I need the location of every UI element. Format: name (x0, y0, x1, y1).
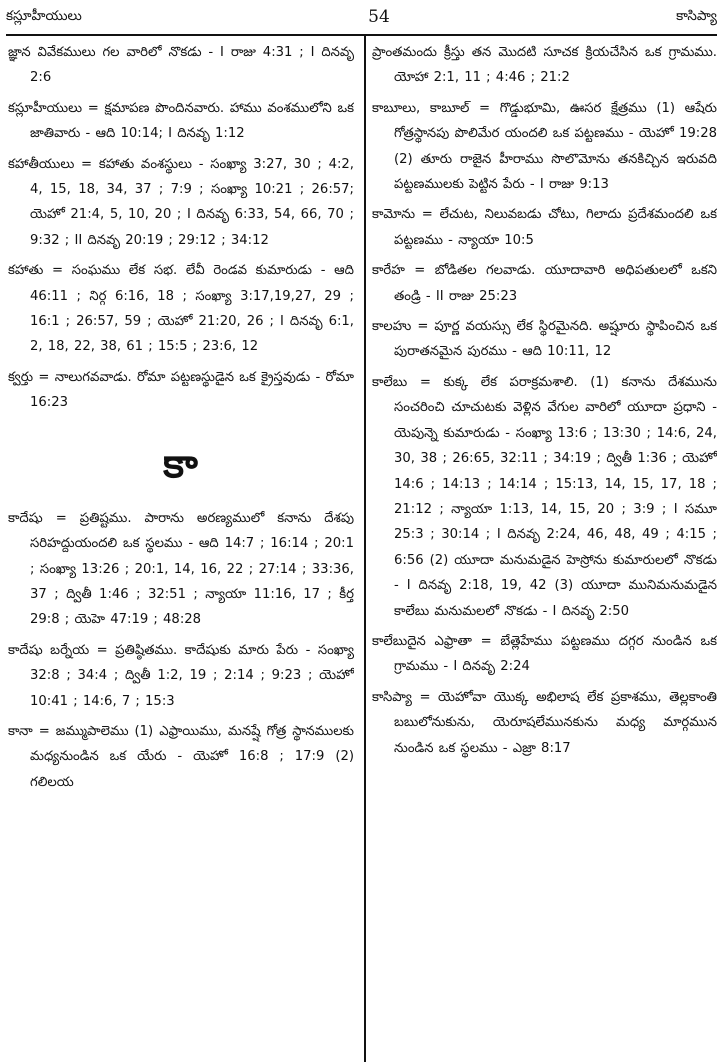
dictionary-entry: కస్లూహీయులు = క్షమాపణ పొందినవారు. హాము వంశములోని ఒక జాతివారు - ఆది 10:14; I దినవృ 1:12 (8, 100, 354, 142)
dictionary-entry: కానా = జమ్ముపాలెము (1) ఎఫ్రాయిము, మనష్షే గోత్ర స్థానములకు మధ్యనుండిన ఒక యేరు - యెహో 16:8 ; 17:9 (2) గలిలయ (8, 723, 354, 790)
left-column (8, 40, 354, 1060)
header-left-title: కస్లూహీయులు (6, 7, 82, 24)
dictionary-entry: కహాతు = సంఘము లేక సభ. లేవీ రెండవ కుమారుడు - ఆది 46:11 ; నిర్గ 6:16, 18 ; సంఖ్యా 3:17,19,27, 29 ; 16:1 ; 26:57, 59 ; యెహో 21:20, 26 ; I దినవృ 6:1, 2, 18, 22, 38, 61 ; 15:5 ; 23:6, 12 (8, 263, 354, 355)
dictionary-entry: క్వర్తు = నాలుగవవాడు. రోమా పట్టణస్థుడైన ఒక క్రైస్తవుడు - రోమా 16:23 (8, 369, 354, 411)
dictionary-entry: కాబూలు, కాబూల్ = గొడ్డుభూమి, ఊసర క్షేత్రము (1) ఆషేరు గోత్రస్థానపు పొలిమేర యందలి ఒక పట్టణము - యెహో 19:28 (2) తూరు రాజైన హీరాము సొలొమోను తనకిచ్చిన ఇరువది పట్టణములకు పెట్టిన పేరు - I రాజు 9:13 (372, 100, 717, 193)
dictionary-entry: ప్రాంతమందు క్రీస్తు తన మొదటి సూచక క్రియచేసిన ఒక గ్రామము. యోహా 2:1, 11 ; 4:46 ; 21:2 (372, 45, 717, 86)
header-right-title: కాసిప్యా (676, 7, 717, 24)
dictionary-entry: జ్ఞాన వివేకములు గల వారిలో నొకడు - I రాజు 4:31 ; I దినవృ 2:6 (8, 45, 354, 86)
header-rule (6, 34, 717, 36)
dictionary-entry: కాలేబు = కుక్క లేక పరాక్రమశాలి. (1) కనాను దేశమును సంచరించి చూచుటకు వెళ్లిన వేగుల వారిలో యూదా ప్రధాని - యెపున్నె కుమారుడు - సంఖ్యా 13:6 ; 13:30 ; 14:6, 24, 30, 38 ; 26:65, 32:11 ; 34:19 ; ద్వితీ 1:36 ; యెహో 14:6 ; 14:13 ; 14:14 ; 15:13, 14, 15, 17, 18 ; 21:12 ; న్యాయా 1:13, 14, 15, 20 ; 3:9 ; I సమూ 25:3 ; 30:14 ; I దినవృ 2:24, 46, 48, 49 ; 4:15 ; 6:56 (2) యూదా మనుమడైన హెస్రోను కుమారులలో నొకడు - I దినవృ 2:18, 19, 42 (3) యూదా మునిమనుమడైన కాలేబు మనుమలలో నొకడు - I దినవృ 2:50 (372, 374, 717, 619)
dictionary-entry: కాసిప్యా = యెహోవా యొక్క అభిలాష లేక ప్రకాశము, తెల్లకాంతి బబులోనుకును, యెరూషలేమునకును మధ్య మార్గమున నుండిన ఒక స్థలము - ఎజ్రా 8:17 (372, 689, 717, 756)
dictionary-entry: కాదేషు = ప్రతిష్టము. పారాను అరణ్యములో కనాను దేశపు సరిహద్దుయందలి ఒక స్థలము - ఆది 14:7 ; 16:14 ; 20:1 ; సంఖ్యా 13:26 ; 20:1, 14, 16, 22 ; 27:14 ; 33:36, 37 ; ద్వితీ 1:46 ; 32:51 ; న్యాయా 11:16, 17 ; కీర్త 29:8 ; యెహె 47:19 ; 48:28 (8, 510, 354, 628)
dictionary-entry: కాలహు = పూర్ణ వయస్సు లేక స్థిరమైనది. అష్షూరు స్థాపించిన ఒక పురాతనమైన పురము - ఆది 10:11, 12 (372, 319, 717, 360)
dictionary-entry: కాలేబుదైన ఎఫ్రాతా = బేత్లెహేము పట్టణము దగ్గర నుండిన ఒక గ్రామము - I దినవృ 2:24 (372, 633, 717, 675)
right-column (372, 40, 717, 1060)
dictionary-entry: కహాతీయులు = కహాతు వంశస్థులు - సంఖ్యా 3:27, 30 ; 4:2, 4, 15, 18, 34, 37 ; 7:9 ; సంఖ్యా 10:21 ; 26:57; యెహో 21:4, 5, 10, 20 ; I దినవృ 6:33, 54, 66, 70 ; 9:32 ; II దినవృ 20:19 ; 29:12 ; 34:12 (8, 156, 354, 248)
dictionary-entry: కామోను = లేచుట, నిలువబడు చోటు, గిలాదు ప్రదేశమందలి ఒక పట్టణము - న్యాయా 10:5 (372, 207, 717, 248)
dictionary-entry: కాదేషు బర్నేయ = ప్రతిష్ఠితము. కాదేషుకు మారు పేరు - సంఖ్యా 32:8 ; 34:4 ; ద్వితీ 1:2, 19 ; 2:14 ; 9:23 ; యెహో 10:41 ; 14:6, 7 ; 15:3 (8, 642, 354, 709)
column-divider (364, 36, 366, 1062)
page-header (6, 2, 717, 32)
section-heading: కా (163, 440, 199, 487)
page-number: 54 (368, 7, 390, 27)
dictionary-entry: కారేహ = బోడితల గలవాడు. యూదావారి అధిపతులలో ఒకని తండ్రి - II రాజు 25:23 (372, 263, 717, 304)
